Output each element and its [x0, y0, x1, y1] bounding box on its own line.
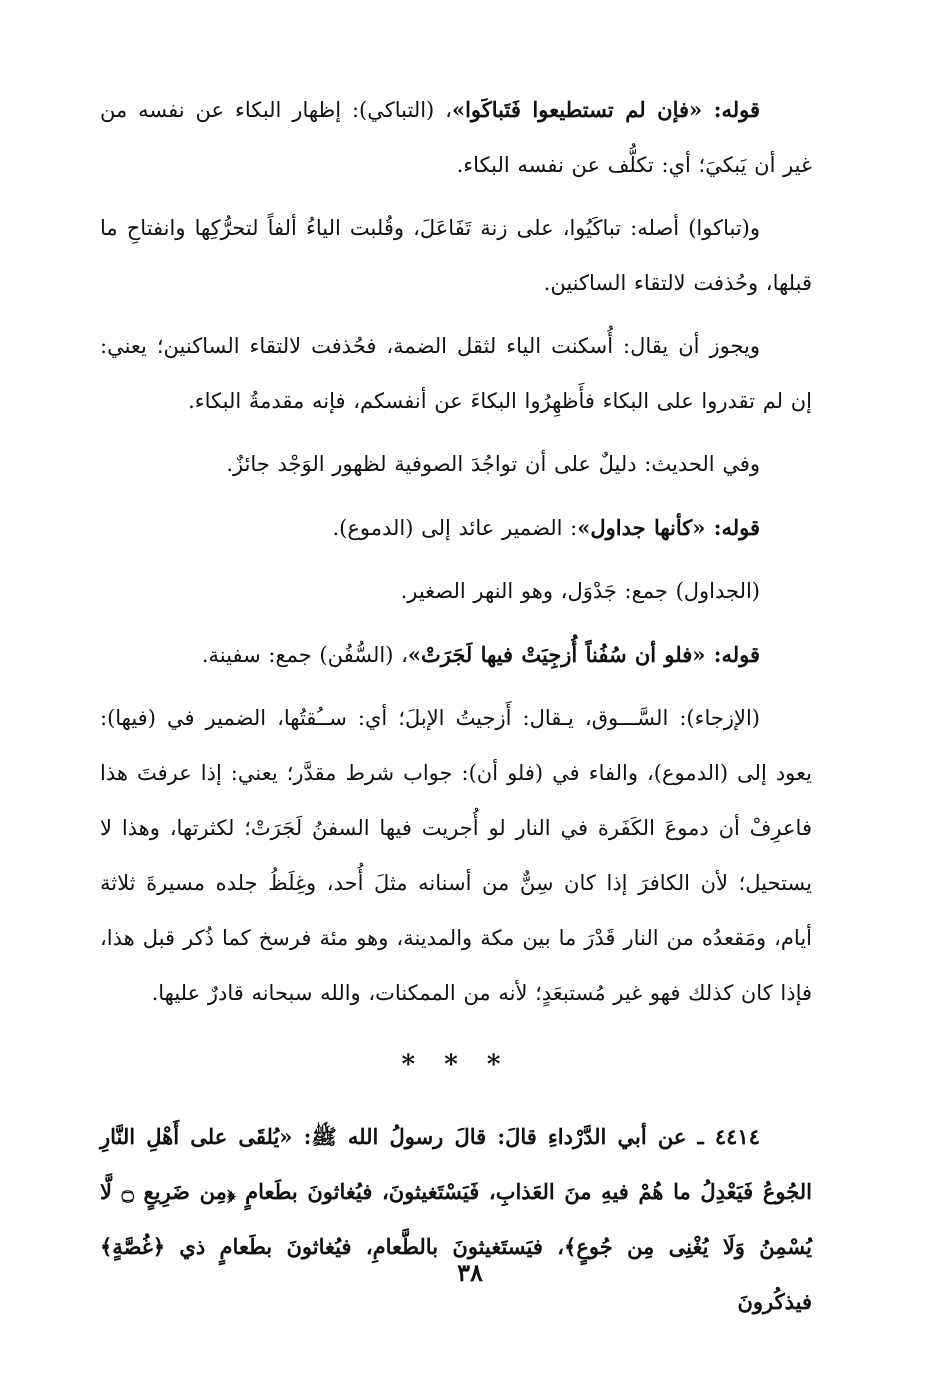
quote-lead: قوله: «فإن لم تستطيعوا فَتَباكَوا»: [451, 97, 761, 122]
commentary-paragraph-1: [100, 82, 812, 193]
paragraph-text: ، (السُّفُن) جمع: سفينة.: [201, 643, 408, 667]
quote-lead: قوله: «فلو أن سُفُناً أُزجِيَتْ فيها لَجَرَتْ»: [407, 642, 760, 667]
paragraph-text: : الضمير عائد إلى (الدموع).: [332, 516, 578, 540]
commentary-paragraph-8: [100, 691, 812, 1021]
page-number: ٣٨: [457, 1258, 483, 1287]
commentary-paragraph-6: [100, 564, 812, 619]
quote-lead: قوله: «كأنها جداول»: [577, 515, 760, 540]
section-separator: * * *: [401, 1050, 511, 1080]
paragraph-text: و(تباكوا) أصله: تباكَيُوا، على زنة تَفَاعَلَ، وقُلبت الياءُ ألفاً لتحرُّكِها وانفتاحِ ما قبلها، وحُذفت لالتقاء الساكنين.: [100, 216, 812, 295]
paragraph-text: ، (التباكي): إظهار البكاء عن نفسه من غير أن يَبكيَ؛ أي: تكلُّف عن نفسه البكاء.: [100, 98, 812, 177]
commentary-paragraph-2: [100, 201, 812, 311]
commentary-paragraph-4: [100, 437, 812, 492]
hadith-paragraph: ٤٤١٤ ـ عن أبي الدَّرْداءِ قالَ: قالَ رسولُ الله ﷺ: «يُلقَى على أَهْلِ النَّارِ الجُوعُ فَيَعْدِلُ ما هُمْ فيهِ منَ العَذابِ، فَيَسْتَغيثونَ، فيُغاثونَ بطَعامٍ ﴿مِن ضَرِيعٍ ۝ لَّا يُسْمِنُ وَلَا يُغْنِى مِن جُوعٍ﴾، فيَستَغيثونَ بالطَّعامِ، فيُغاثونَ بطَعامٍ ذي ﴿غُصَّةٍ﴾ فيذكُرونَ: [100, 1124, 812, 1314]
commentary-paragraph-3: [100, 319, 812, 429]
paragraph-text: (الإزجاء): السَّـــوق، يـقال: أَزجيتُ الإبلَ؛ أي: ســُقتُها، الضمير في (فيها): يعود إلى (الدموع)، والفاء في (فلو أن): جواب شرط مقدَّر؛ يعني: إذا عرفتَ هذا فاعرِفْ أن دموعَ الكَفَرة في النار لو أُجريت فيها السفنُ لَجَرَتْ؛ لكثرتها، وهذا لا يستحيل؛ لأن الكافرَ إذا كان سِنٌّ من أسنانه مثلَ أُحد، وغِلَظُ جلده مسيرةَ ثلاثة أيام، ومَقعدُه من النار قَدْرَ ما بين مكة والمدينة، وهو مئة فرسخ كما ذُكر قبل هذا، فإذا كان كذلك فهو غير مُستبعَدٍ؛ لأنه من الممكنات، والله سبحانه قادرٌ عليها.: [100, 706, 812, 1005]
paragraph-text: ويجوز أن يقال: أُسكنت الياء لثقل الضمة، فحُذفت لالتقاء الساكنين؛ يعني: إن لم تقدروا على البكاء فأَظهِرُوا البكاءَ عن أنفسكم، فإنه مقدمةُ البكاء.: [100, 334, 812, 413]
paragraph-text: (الجداول) جمع: جَدْوَل، وهو النهر الصغير.: [400, 579, 760, 603]
commentary-paragraph-7: [100, 627, 812, 683]
paragraph-text: وفي الحديث: دليلٌ على أن تواجُدَ الصوفية لظهور الوَجْد جائزٌ.: [226, 452, 760, 476]
commentary-paragraph-5: [100, 500, 812, 556]
page-body: [100, 82, 812, 1337]
